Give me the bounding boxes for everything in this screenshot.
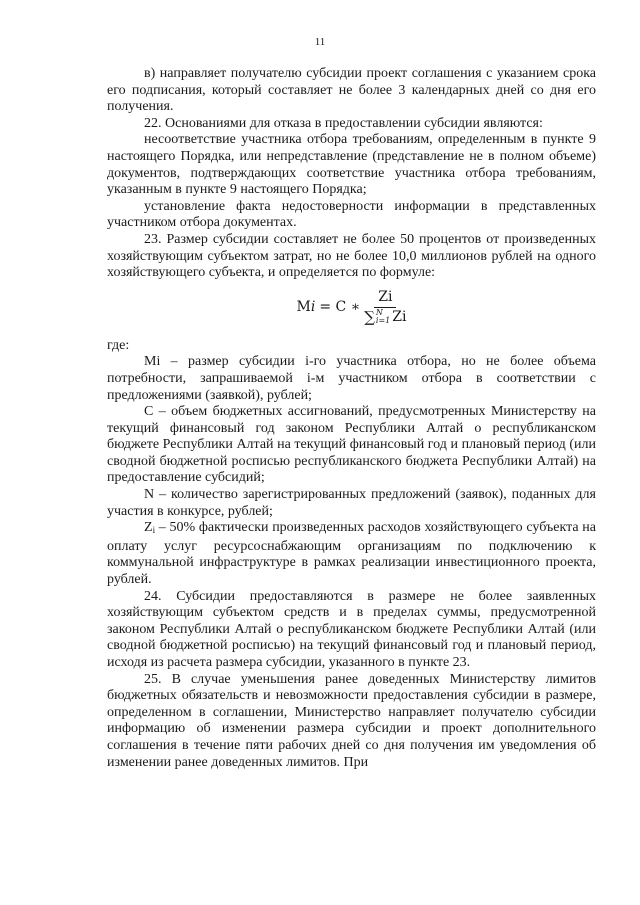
formula-sum-upper: N: [375, 308, 383, 318]
formula-equals: = C ∗: [319, 298, 361, 315]
paragraph-21v: в) направляет получателю субсидии проект соглашения с указанием срока его подписания, который составляет не более 3 календарных дней со дня его получения.: [107, 66, 596, 115]
definition-zi-subscript: i: [152, 525, 156, 536]
definition-zi: [107, 520, 596, 588]
paragraph-22-reason-2: установление факта недостоверности информации в представленных участником отбора документах.: [107, 198, 596, 231]
paragraph-23: 23. Размер субсидии составляет не более 50 процентов от произведенных хозяйствующим субъектом затрат, но не более 10,0 миллионов рублей на одного хозяйствующего субъекта, и определяется по формуле:: [107, 231, 596, 281]
definition-zi-symbol: Z: [144, 520, 153, 536]
definition-zi-text: – 50% фактически произведенных расходов хозяйствующего субъекта на оплату услуг ресурсоснабжающим организациям по подключению к коммунальной инфраструктуре в рамках реализации инвестиционного проекта, рублей.: [107, 520, 596, 588]
definition-mi: Mi – размер субсидии i-го участника отбора, но не более объема потребности, запрашиваемой i-м участником отбора в соответствии с предложениями (заявкой), рублей;: [107, 354, 596, 403]
paragraph-22-reason-1: несоответствие участника отбора требованиям, определенным в пункте 9 настоящего Порядка, или непредставление (представление не в полном объеме) документов, подтверждающих соответствие участника отбора требованиям, указанным в пункте 9 настоящего Порядка;: [107, 132, 596, 198]
paragraph-24: 24. Субсидии предоставляются в размере не более заявленных хозяйствующим субъектом средств и в пределах суммы, предусмотренной законом Республики Алтай о республиканском бюджете Республики Алтай (или сводной бюджетной росписью) на текущий финансовый год и плановый период, исходя из расчета размера субсидии, указанного в пункте 23.: [107, 588, 596, 670]
formula-denominator: [364, 308, 406, 326]
where-label: где:: [107, 337, 130, 353]
formula-fraction: [364, 289, 406, 325]
definition-c: C – объем бюджетных ассигнований, предусмотренных Министерству на текущий финансовый год законом Республики Алтай о республиканском бюджете Республики Алтай на текущий финансовый год и плановый период (или сводной бюджетной росписью республиканского бюджета Республики Алтай) на предоставление субсидий;: [107, 404, 596, 486]
formula-sum-symbol: ∑: [364, 307, 375, 326]
page-number: 11: [314, 36, 326, 48]
formula-sum-term: Zi: [392, 308, 407, 325]
formula-lhs: [297, 299, 316, 316]
paragraph-22: 22. Основаниями для отказа в предоставлении субсидии являются:: [144, 115, 543, 131]
definition-n: N – количество зарегистрированных предложений (заявок), поданных для участия в конкурсе, рублей;: [107, 487, 596, 519]
formula-numerator: Zi: [374, 289, 396, 308]
formula-lhs-index: i: [310, 298, 316, 315]
formula-sum-limits: [376, 309, 390, 325]
paragraph-25: 25. В случае уменьшения ранее доведенных Министерству лимитов бюджетных обязательств и невозможности предоставления субсидии в размере, определенном в соглашении, Министерство направляет получателю субсидии информацию об изменении размера субсидии и проект дополнительного соглашения в течение пяти рабочих дней со дня получения им уведомления об изменении ранее доведенных лимитов. При: [107, 671, 596, 770]
formula-sum-lower: i=1: [375, 316, 391, 326]
subsidy-formula: [107, 284, 596, 331]
document-body: [107, 66, 596, 771]
formula-lhs-letter: M: [296, 298, 311, 315]
